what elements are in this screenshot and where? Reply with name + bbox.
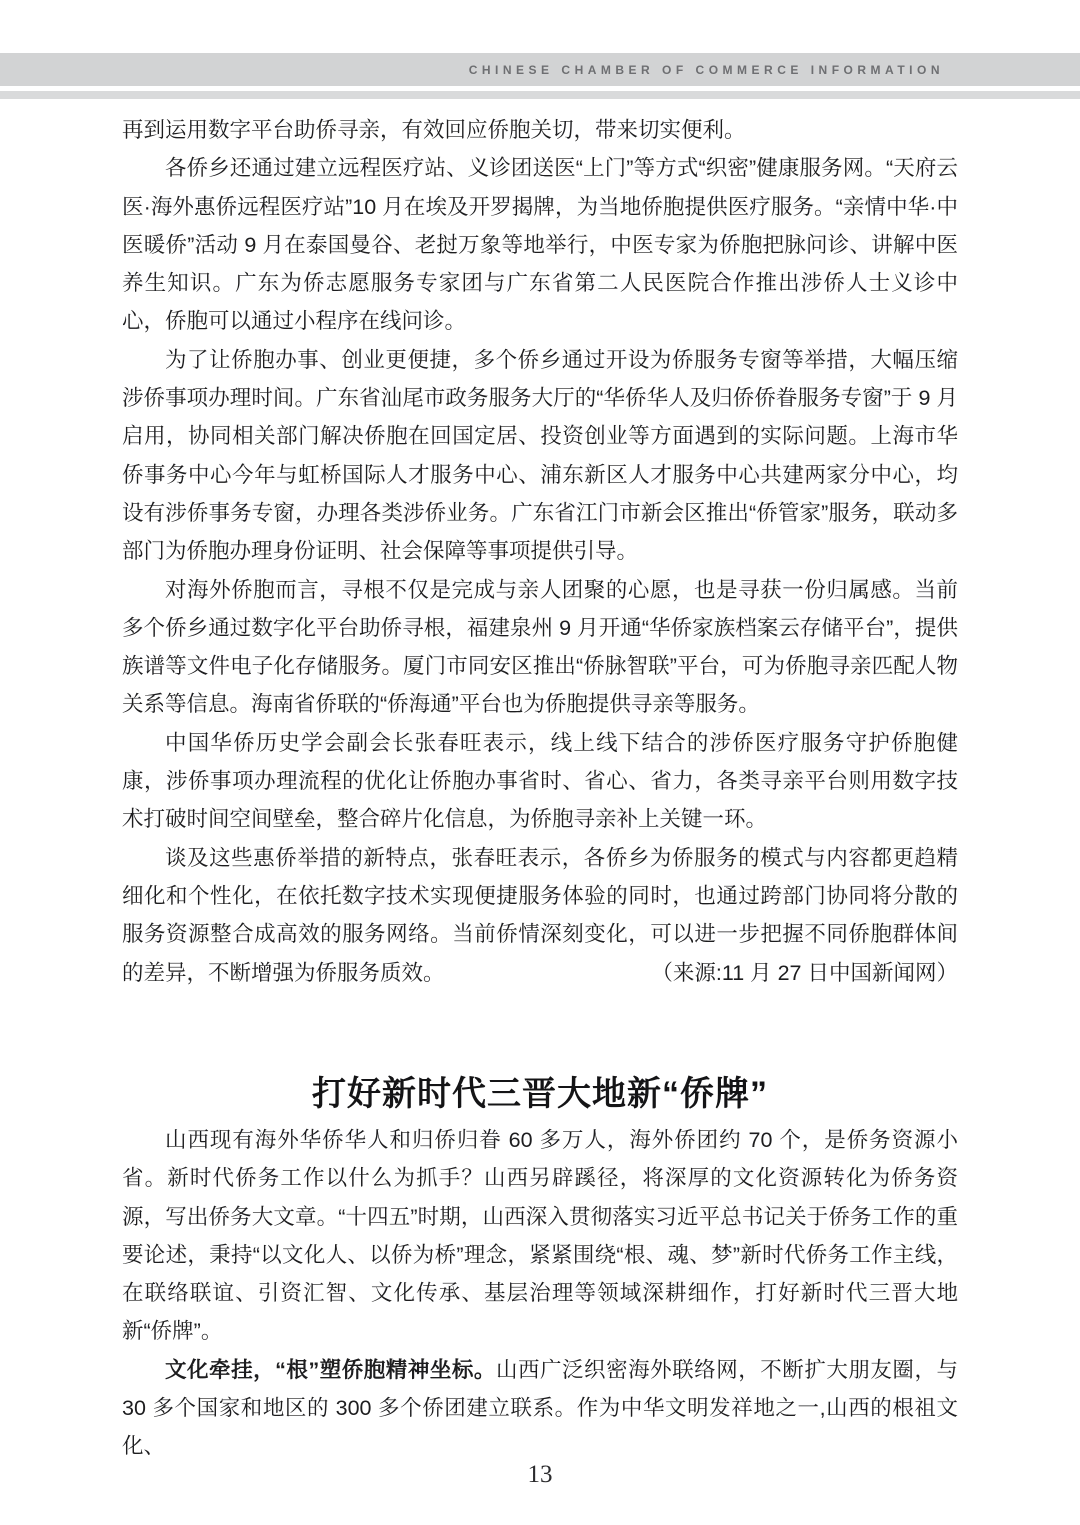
header-banner-text: CHINESE CHAMBER OF COMMERCE INFORMATION — [468, 62, 944, 77]
article-1-body — [122, 111, 958, 992]
source-note: （来源:11 月 27 日中国新闻网） — [651, 960, 958, 985]
paragraph: 对海外侨胞而言，寻根不仅是完成与亲人团聚的心愿，也是寻获一份归属感。当前多个侨乡通过数字化平台助侨寻根，福建泉州 9 月开通“华侨家族档案云存储平台”，提供族谱等文件电子化存储服务。厦门市同安区推出“侨脉智联”平台，可为侨胞寻亲匹配人物关系等信息。海南省侨联的“侨海通”平台也为侨胞提供寻亲等服务。 — [122, 577, 958, 717]
paragraph — [122, 1351, 958, 1466]
paragraph — [122, 839, 958, 992]
paragraph: 中国华侨历史学会副会长张春旺表示，线上线下结合的涉侨医疗服务守护侨胞健康，涉侨事项办理流程的优化让侨胞办事省时、省心、省力，各类寻亲平台则用数字技术打破时间空间壁垒，整合碎片化信息，为侨胞寻亲补上关键一环。 — [122, 730, 958, 832]
paragraph: 各侨乡还通过建立远程医疗站、义诊团送医“上门”等方式“织密”健康服务网。“天府云医·海外惠侨远程医疗站”10 月在埃及开罗揭牌，为当地侨胞提供医疗服务。“亲情中华·中医暖侨”活动 9 月在泰国曼谷、老挝万象等地举行，中医专家为侨胞把脉问诊、讲解中医养生知识。广东为侨志愿服务专家团与广东省第二人民医院合作推出涉侨人士义诊中心，侨胞可以通过小程序在线问诊。 — [122, 156, 958, 334]
paragraph-text: 山西广泛织密海外联络网，不断扩大朋友圈，与 30 多个国家和地区的 300 多个侨团建立联系。作为中华文明发祥地之一,山西的根祖文化、 — [122, 1357, 958, 1459]
paragraph-lead-in: 文化牵挂，“根”塑侨胞精神坐标。 — [165, 1357, 496, 1382]
page-number: 13 — [527, 1461, 553, 1488]
paragraph-text: 谈及这些惠侨举措的新特点，张春旺表示，各侨乡为侨服务的模式与内容都更趋精细化和个性化，在依托数字技术实现便捷服务体验的同时，也通过跨部门协同将分散的服务资源整合成高效的服务网络。当前侨情深刻变化，可以进一步把握不同侨胞群体间的差异，不断增强为侨服务质效。 — [122, 845, 958, 985]
header-strip — [0, 91, 1080, 99]
paragraph: 山西现有海外华侨华人和归侨归眷 60 多万人，海外侨团约 70 个，是侨务资源小省。新时代侨务工作以什么为抓手？山西另辟蹊径，将深厚的文化资源转化为侨务资源，写出侨务大文章。“十四五”时期，山西深入贯彻落实习近平总书记关于侨务工作的重要论述，秉持“以文化人、以侨为桥”理念，紧紧围绕“根、魂、梦”新时代侨务工作主线，在联络联谊、引资汇智、文化传承、基层治理等领域深耕细作，打好新时代三晋大地新“侨牌”。 — [122, 1128, 958, 1344]
article-2-title: 打好新时代三晋大地新“侨牌” — [312, 1075, 768, 1113]
paragraph: 再到运用数字平台助侨寻亲，有效回应侨胞关切，带来切实便利。 — [122, 118, 746, 142]
header-band — [0, 53, 1080, 86]
paragraph: 为了让侨胞办事、创业更便捷，多个侨乡通过开设为侨服务专窗等举措，大幅压缩涉侨事项办理时间。广东省汕尾市政务服务大厅的“华侨华人及归侨侨眷服务专窗”于 9 月启用，协同相关部门解决侨胞在回国定居、投资创业等方面遇到的实际问题。上海市华侨事务中心今年与虹桥国际人才服务中心、浦东新区人才服务中心共建两家分中心，均设有涉侨事务专窗，办理各类涉侨业务。广东省江门市新会区推出“侨管家”服务，联动多部门为侨胞办理身份证明、社会保障等事项提供引导。 — [122, 347, 958, 564]
article-2-body — [122, 1121, 958, 1466]
